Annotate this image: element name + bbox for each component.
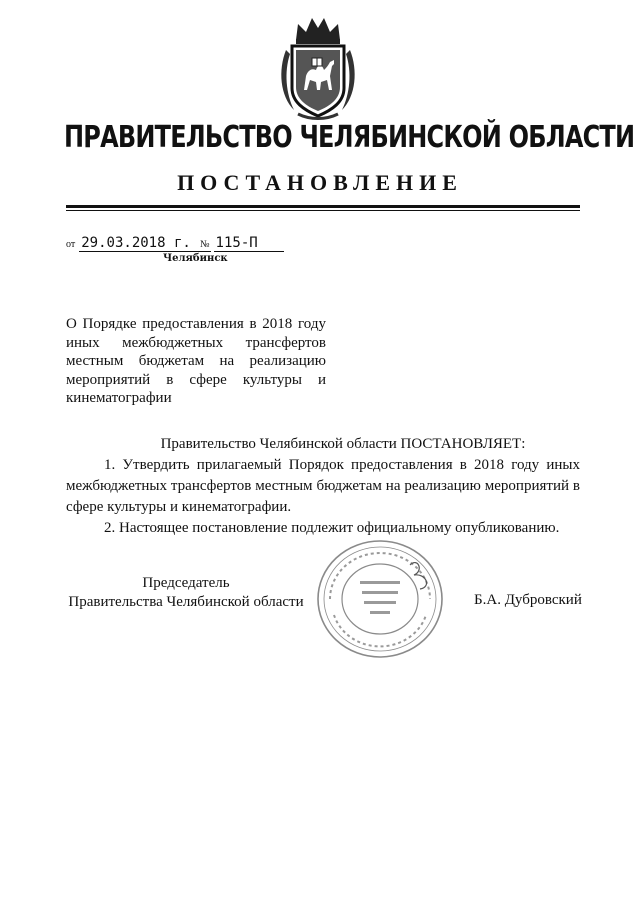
number-value: 115-П: [214, 236, 284, 252]
date-line: [66, 234, 211, 252]
signer-title-line1: Председатель: [142, 575, 230, 591]
coat-of-arms-icon: [276, 10, 360, 122]
body-item-1: 1. Утвердить прилагаемый Порядок предоставления в 2018 году иных межбюджетных трансфертов местным бюджетам на реализацию мероприятий в сфере культуры и кинематографии.: [66, 457, 580, 515]
body-item-2: 2. Настоящее постановление подлежит официальному опубликованию.: [104, 520, 560, 536]
official-seal-icon: [314, 537, 446, 662]
number-line: [200, 234, 284, 252]
date-prefix: от: [66, 239, 76, 250]
body-intro: Правительство Челябинской области ПОСТАНОВЛЯЕТ:: [160, 436, 526, 452]
signer-name: Б.А. Дубровский: [474, 592, 582, 608]
signer-title-line2: Правительства Челябинской области: [68, 594, 304, 610]
number-prefix: №: [200, 239, 210, 250]
date-value: 29.03.2018 г.: [79, 236, 211, 252]
signer-title: [66, 574, 306, 612]
document-body: [66, 434, 580, 539]
header-rule-thick: [66, 205, 580, 208]
document-type: ПОСТАНОВЛЕНИЕ: [177, 170, 463, 195]
header-rule-thin: [66, 210, 580, 211]
document-subject: О Порядке предоставления в 2018 году иных межбюджетных трансфертов местным бюджетам на реализацию мероприятий в сфере культуры и кинематографии: [66, 316, 326, 406]
city: Челябинск: [163, 253, 228, 264]
government-name: ПРАВИТЕЛЬСТВО ЧЕЛЯБИНСКОЙ ОБЛАСТИ: [64, 120, 635, 155]
